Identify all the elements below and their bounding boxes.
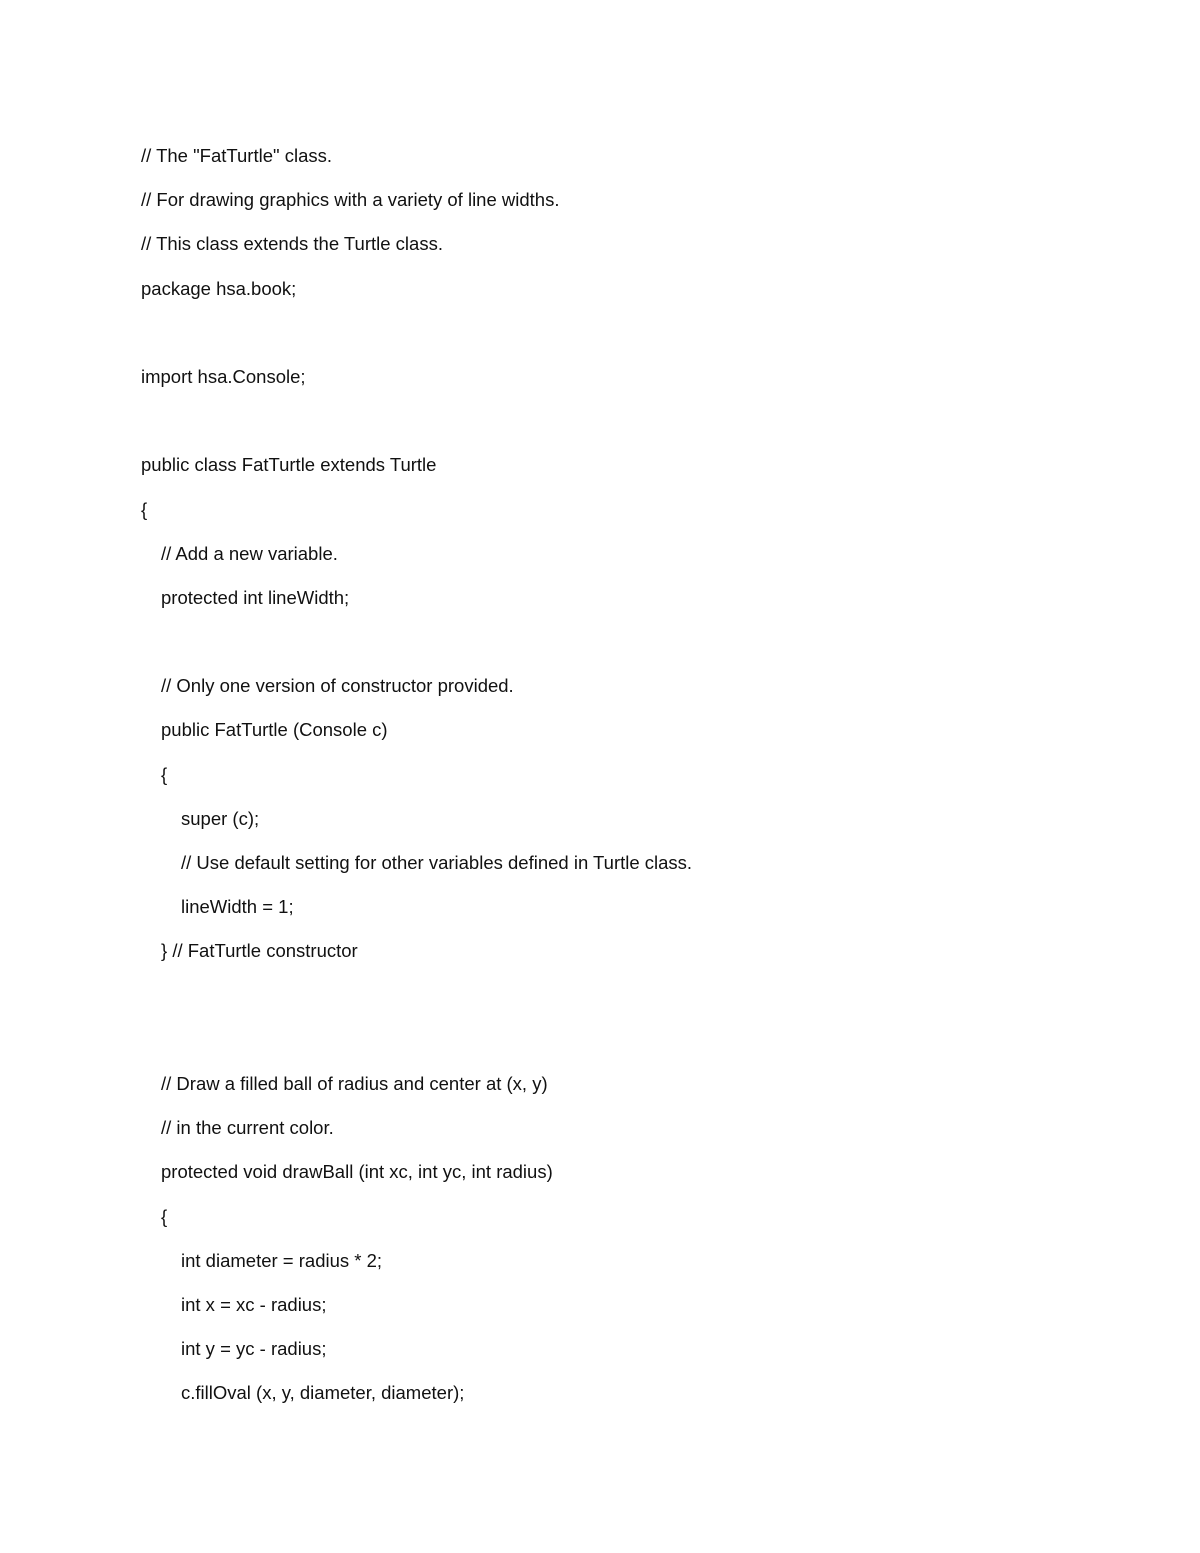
code-line: int diameter = radius * 2; (181, 1249, 383, 1271)
code-line: public FatTurtle (Console c) (161, 719, 388, 741)
code-line: { (141, 498, 148, 520)
code-line: { (161, 763, 168, 785)
code-line: import hsa.Console; (141, 365, 306, 387)
code-line: protected int lineWidth; (161, 586, 350, 608)
blank-line (141, 405, 1141, 449)
code-line: // For drawing graphics with a variety of line widths. (141, 189, 560, 211)
code-line: int y = yc - radius; (181, 1338, 327, 1360)
code-line: // The "FatTurtle" class. (141, 145, 332, 166)
code-line: { (161, 1205, 168, 1227)
code-line: // Add a new variable. (161, 542, 338, 564)
code-line: package hsa.book; (141, 277, 297, 299)
code-line: // Only one version of constructor provided. (161, 675, 514, 697)
code-line: // Use default setting for other variables defined in Turtle class. (181, 852, 693, 873)
blank-line (141, 317, 1141, 361)
code-line: // This class extends the Turtle class. (141, 233, 443, 255)
blank-line (141, 980, 1141, 1024)
blank-line (141, 1024, 1141, 1068)
code-line: c.fillOval (x, y, diameter, diameter); (181, 1382, 465, 1404)
code-line: } // FatTurtle constructor (161, 940, 358, 962)
code-line: int x = xc - radius; (181, 1293, 327, 1315)
code-line: lineWidth = 1; (181, 896, 294, 918)
code-listing (141, 140, 1141, 1421)
blank-line (141, 626, 1141, 670)
code-line: public class FatTurtle extends Turtle (141, 454, 437, 476)
code-line: protected void drawBall (int xc, int yc, int radius) (161, 1161, 553, 1183)
code-line: super (c); (181, 807, 260, 829)
code-line: // in the current color. (161, 1117, 334, 1139)
code-line: // Draw a filled ball of radius and center at (x, y) (161, 1072, 548, 1094)
